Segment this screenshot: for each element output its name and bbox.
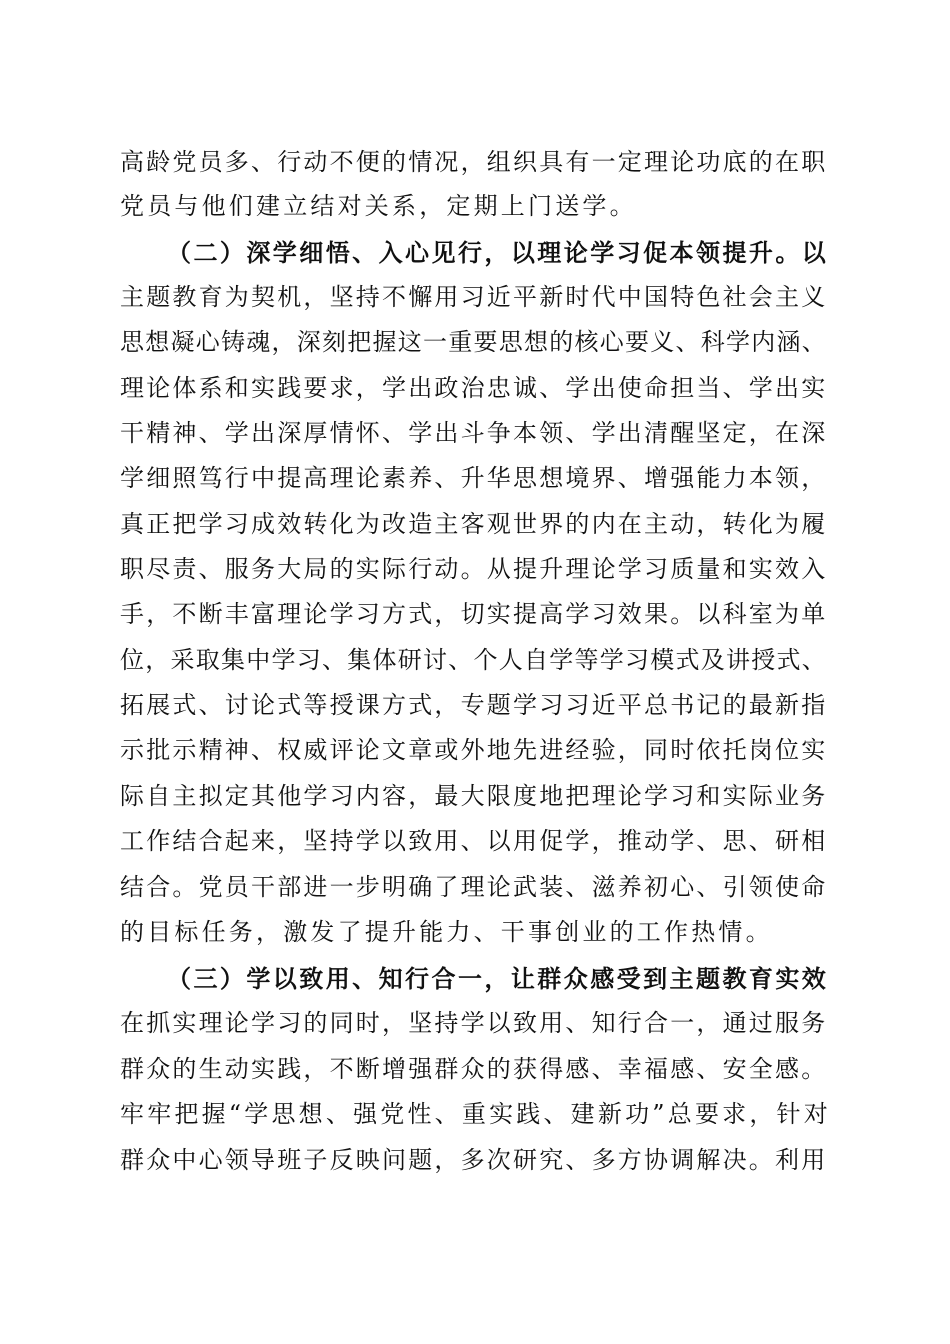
- text-line: 主题教育为契机，坚持不懈用习近平新时代中国特色社会主义: [120, 283, 828, 311]
- text-line: 位，采取集中学习、集体研讨、个人自学等学习模式及讲授式、: [120, 646, 827, 674]
- text-line: 牢牢把握“学思想、强党性、重实践、建新功”总要求，针对: [120, 1100, 831, 1128]
- text-line: 党员与他们建立结对关系，定期上门送学。: [120, 192, 637, 220]
- text-line: 群众的生动实践，不断增强群众的获得感、幸福感、安全感。: [120, 1055, 828, 1083]
- text-line: 真正把学习成效转化为改造主客观世界的内在主动，转化为履: [120, 510, 828, 538]
- section-heading: （三）学以致用、知行合一，让群众感受到主题教育实效: [167, 964, 829, 993]
- text-line: 工作结合起来，坚持学以致用、以用促学，推动学、思、研相: [120, 827, 828, 855]
- text-line: 思想凝心铸魂，深刻把握这一重要思想的核心要义、科学内涵、: [120, 328, 827, 356]
- text-line: 拓展式、讨论式等授课方式，专题学习习近平总书记的最新指: [120, 691, 828, 719]
- text-line: 结合。党员干部进一步明确了理论武装、滋养初心、引领使命: [120, 873, 828, 901]
- text-line: 职尽责、服务大局的实际行动。从提升理论学习质量和实效入: [120, 555, 828, 583]
- section-heading: （二）深学细悟、入心见行，以理论学习促本领提升。以: [167, 238, 829, 267]
- text-line: 高龄党员多、行动不便的情况，组织具有一定理论功底的在职: [120, 148, 828, 176]
- text-line: 示批示精神、权威评论文章或外地先进经验，同时依托岗位实: [120, 736, 828, 764]
- text-line: 的目标任务，激发了提升能力、干事创业的工作热情。: [120, 918, 773, 946]
- text-line: 手，不断丰富理论学习方式，切实提高学习效果。以科室为单: [120, 600, 828, 628]
- text-line: 学细照笃行中提高理论素养、升华思想境界、增强能力本领，: [120, 464, 828, 492]
- text-line: 理论体系和实践要求，学出政治忠诚、学出使命担当、学出实: [120, 374, 828, 402]
- text-line: 在抓实理论学习的同时，坚持学以致用、知行合一，通过服务: [120, 1009, 828, 1037]
- text-line: 群众中心领导班子反映问题，多次研究、多方协调解决。利用: [120, 1146, 828, 1174]
- text-line: 干精神、学出深厚情怀、学出斗争本领、学出清醒坚定，在深: [120, 419, 828, 447]
- text-line: 际自主拟定其他学习内容，最大限度地把理论学习和实际业务: [120, 782, 828, 810]
